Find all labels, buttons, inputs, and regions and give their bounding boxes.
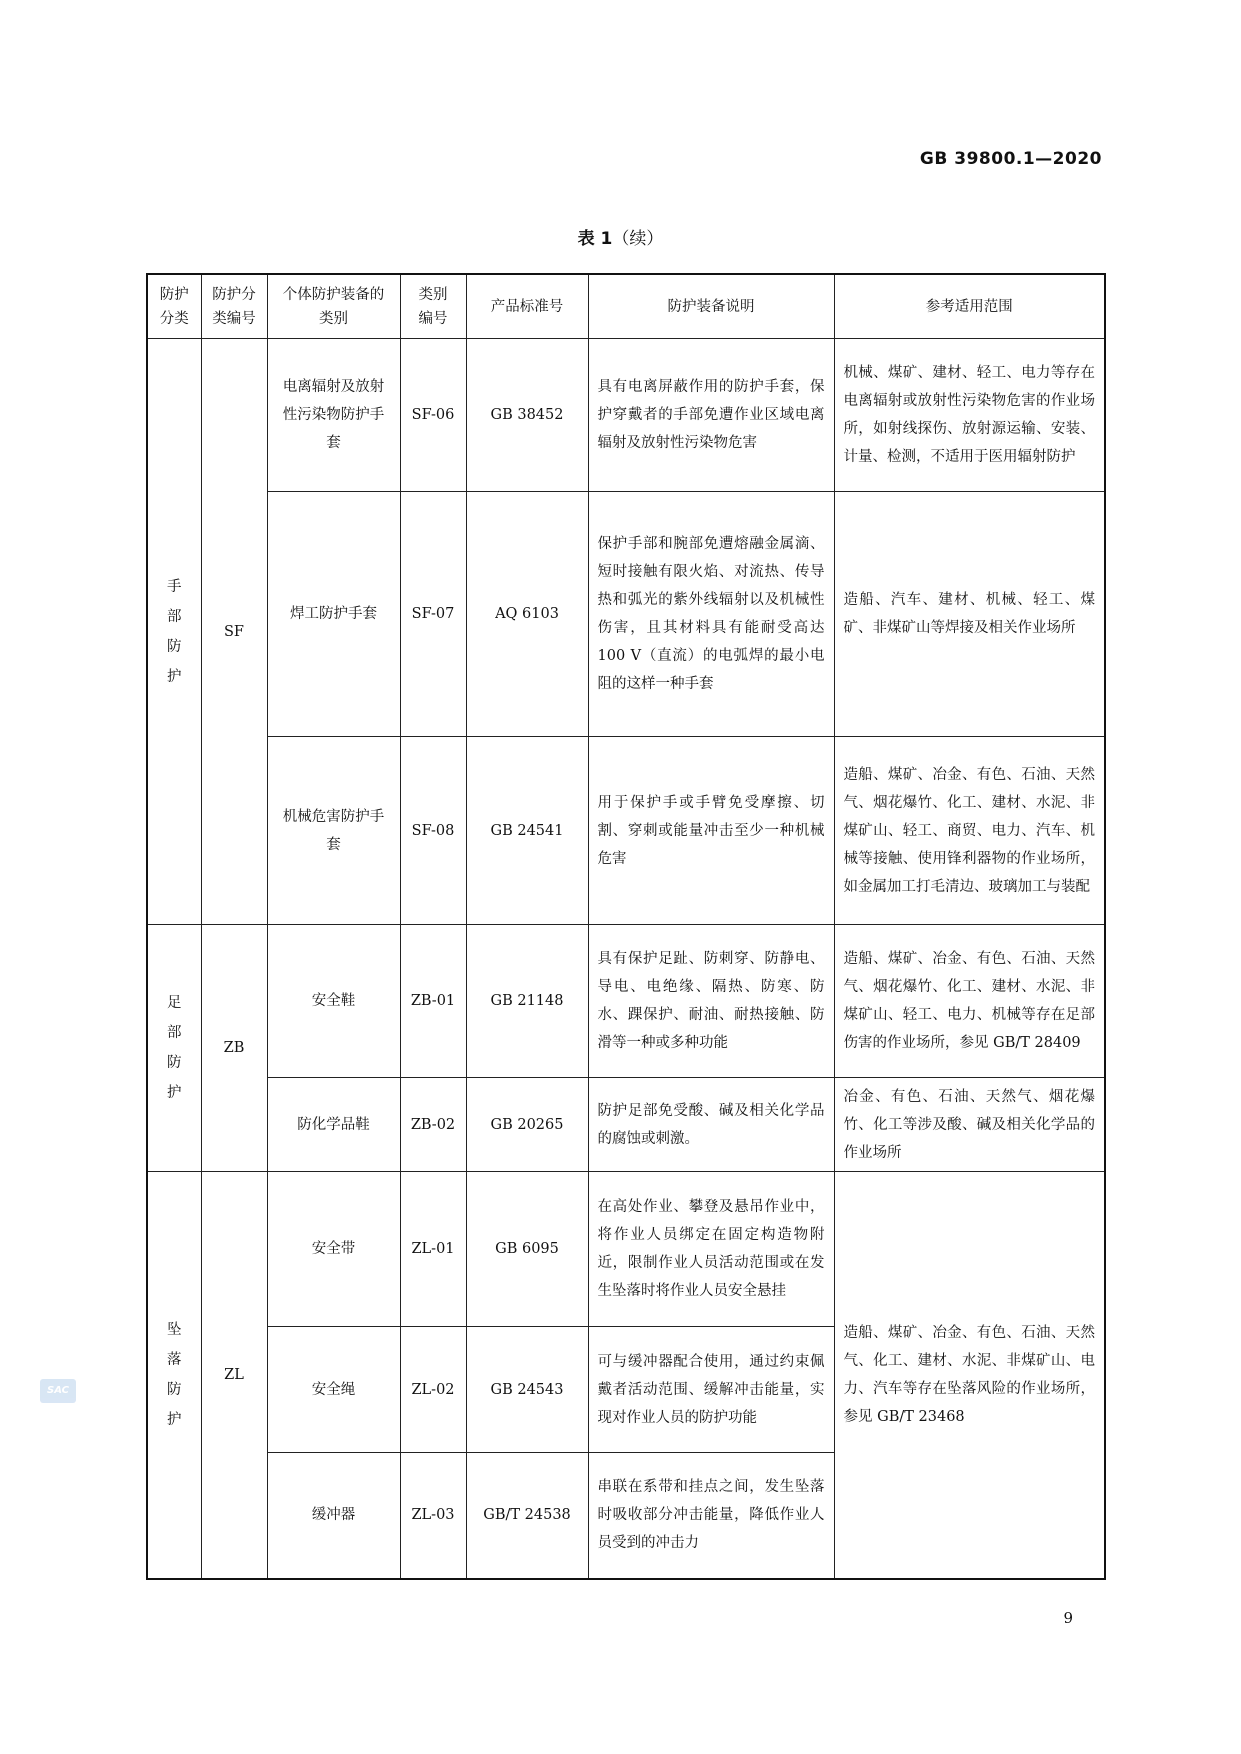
description-cell: 防护足部免受酸、碱及相关化学品的腐蚀或刺激。 xyxy=(588,1078,834,1172)
description-cell: 串联在系带和挂点之间，发生坠落时吸收部分冲击能量，降低作业人员受到的冲击力 xyxy=(588,1453,834,1579)
table-row xyxy=(147,339,1105,492)
standard-cell: GB 24541 xyxy=(466,737,588,925)
standard-cell: GB 20265 xyxy=(466,1078,588,1172)
standard-cell: AQ 6103 xyxy=(466,492,588,737)
header-product-standard: 产品标准号 xyxy=(466,274,588,339)
table-row xyxy=(147,1172,1105,1327)
item-cell: 安全绳 xyxy=(267,1327,400,1453)
standard-cell: GB 21148 xyxy=(466,925,588,1078)
category-code-cell: ZB xyxy=(201,925,267,1172)
item-code-cell: SF-07 xyxy=(400,492,466,737)
item-code-cell: SF-06 xyxy=(400,339,466,492)
table-row xyxy=(147,492,1105,737)
item-code-cell: ZB-01 xyxy=(400,925,466,1078)
item-cell: 缓冲器 xyxy=(267,1453,400,1579)
table-title-main: 表 1 xyxy=(577,229,613,249)
scope-cell: 造船、煤矿、冶金、有色、石油、天然气、烟花爆竹、化工、建材、水泥、非煤矿山、轻工、电力、机械等存在足部伤害的作业场所，参见 GB/T 28409 xyxy=(834,925,1105,1078)
table-row xyxy=(147,737,1105,925)
header-category: 防护分类 xyxy=(147,274,201,339)
item-cell: 机械危害防护手套 xyxy=(267,737,400,925)
item-code-cell: ZL-02 xyxy=(400,1327,466,1453)
item-code-cell: ZB-02 xyxy=(400,1078,466,1172)
item-cell: 安全鞋 xyxy=(267,925,400,1078)
description-cell: 在高处作业、攀登及悬吊作业中，将作业人员绑定在固定构造物附近，限制作业人员活动范围或在发生坠落时将作业人员安全悬挂 xyxy=(588,1172,834,1327)
item-cell: 防化学品鞋 xyxy=(267,1078,400,1172)
header-scope: 参考适用范围 xyxy=(834,274,1105,339)
header-type-code: 类别编号 xyxy=(400,274,466,339)
scope-cell: 造船、汽车、建材、机械、轻工、煤矿、非煤矿山等焊接及相关作业场所 xyxy=(834,492,1105,737)
item-cell: 电离辐射及放射性污染物防护手套 xyxy=(267,339,400,492)
table-header-row xyxy=(147,274,1105,339)
item-code-cell: SF-08 xyxy=(400,737,466,925)
page-number: 9 xyxy=(1063,1609,1073,1627)
scope-cell: 造船、煤矿、冶金、有色、石油、天然气、烟花爆竹、化工、建材、水泥、非煤矿山、轻工、商贸、电力、汽车、机械等接触、使用锋利器物的作业场所，如金属加工打毛清边、玻璃加工与装配 xyxy=(834,737,1105,925)
item-code-cell: ZL-03 xyxy=(400,1453,466,1579)
document-number: GB 39800.1—2020 xyxy=(919,149,1102,169)
sac-watermark-logo: SAC xyxy=(40,1379,76,1403)
description-cell: 可与缓冲器配合使用，通过约束佩戴者活动范围、缓解冲击能量，实现对作业人员的防护功能 xyxy=(588,1327,834,1453)
category-cell: 手部防护 xyxy=(147,339,201,925)
standards-table xyxy=(146,273,1106,1580)
item-cell: 安全带 xyxy=(267,1172,400,1327)
category-code-cell: ZL xyxy=(201,1172,267,1579)
description-cell: 保护手部和腕部免遭熔融金属滴、短时接触有限火焰、对流热、传导热和弧光的紫外线辐射以及机械性伤害，且其材料具有能耐受高达 100 V（直流）的电弧焊的最小电阻的这样一种手套 xyxy=(588,492,834,737)
item-code-cell: ZL-01 xyxy=(400,1172,466,1327)
standard-cell: GB 6095 xyxy=(466,1172,588,1327)
standard-cell: GB 24543 xyxy=(466,1327,588,1453)
standard-cell: GB 38452 xyxy=(466,339,588,492)
table-row xyxy=(147,1078,1105,1172)
description-cell: 用于保护手或手臂免受摩擦、切割、穿刺或能量冲击至少一种机械危害 xyxy=(588,737,834,925)
category-code-cell: SF xyxy=(201,339,267,925)
header-equipment-type: 个体防护装备的类别 xyxy=(267,274,400,339)
category-cell: 足部防护 xyxy=(147,925,201,1172)
scope-cell: 冶金、有色、石油、天然气、烟花爆竹、化工等涉及酸、碱及相关化学品的作业场所 xyxy=(834,1078,1105,1172)
scope-cell: 造船、煤矿、冶金、有色、石油、天然气、化工、建材、水泥、非煤矿山、电力、汽车等存在坠落风险的作业场所，参见 GB/T 23468 xyxy=(834,1172,1105,1579)
scope-cell: 机械、煤矿、建材、轻工、电力等存在电离辐射或放射性污染物危害的作业场所，如射线探伤、放射源运输、安装、计量、检测，不适用于医用辐射防护 xyxy=(834,339,1105,492)
standard-cell: GB/T 24538 xyxy=(466,1453,588,1579)
item-cell: 焊工防护手套 xyxy=(267,492,400,737)
table-row xyxy=(147,925,1105,1078)
header-category-code: 防护分类编号 xyxy=(201,274,267,339)
description-cell: 具有电离屏蔽作用的防护手套，保护穿戴者的手部免遭作业区域电离辐射及放射性污染物危害 xyxy=(588,339,834,492)
table-title-continued: （续） xyxy=(612,229,664,249)
header-description: 防护装备说明 xyxy=(588,274,834,339)
table-title xyxy=(0,224,1241,249)
category-cell: 坠落防护 xyxy=(147,1172,201,1579)
description-cell: 具有保护足趾、防刺穿、防静电、导电、电绝缘、隔热、防寒、防水、踝保护、耐油、耐热接触、防滑等一种或多种功能 xyxy=(588,925,834,1078)
